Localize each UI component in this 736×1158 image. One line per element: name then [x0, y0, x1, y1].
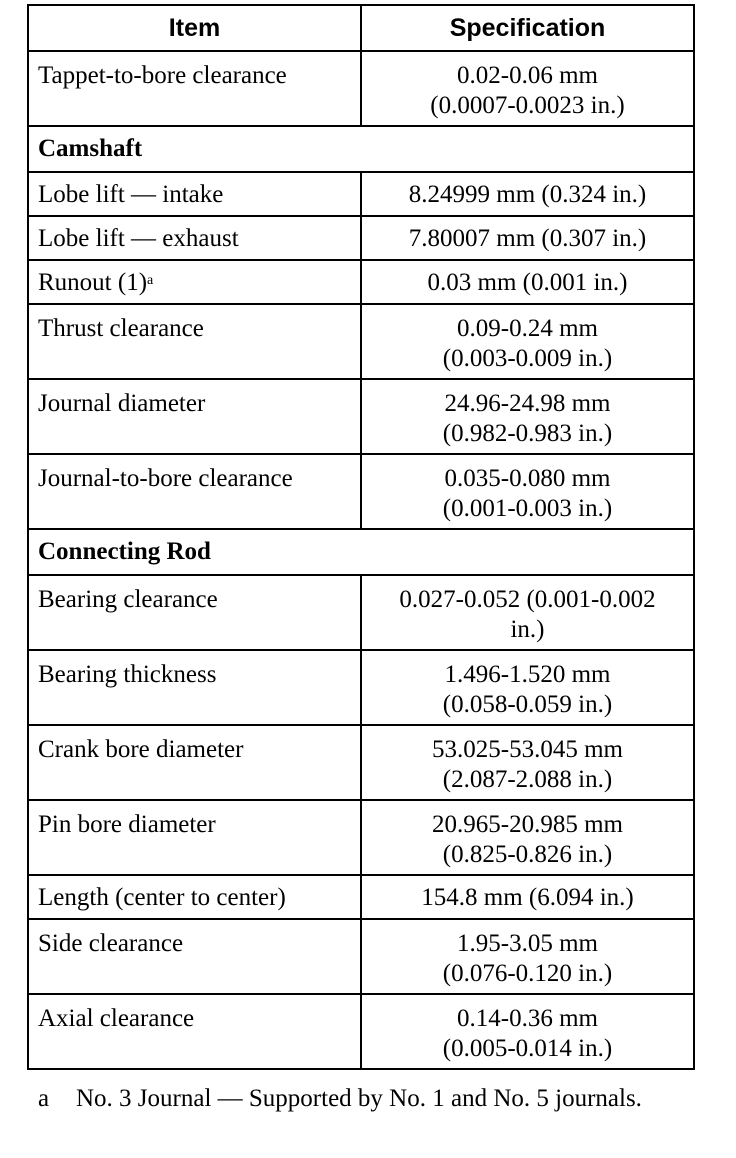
- table-row: [28, 454, 694, 529]
- table-row: [28, 51, 694, 126]
- table-row: [28, 800, 694, 875]
- item-label: Bearing thickness: [38, 661, 217, 688]
- spec-line: (0.825-0.826 in.): [442, 841, 613, 868]
- table-row: [28, 994, 694, 1069]
- table-body: [28, 51, 694, 1069]
- item-cell: [28, 216, 361, 260]
- spec-line: 154.8 mm (6.094 in.): [421, 884, 634, 911]
- footnote-mark: a: [38, 1085, 50, 1112]
- header-specification: Specification: [361, 5, 694, 51]
- item-cell: [28, 919, 361, 994]
- item-cell: [28, 800, 361, 875]
- item-label: Journal diameter: [38, 390, 206, 417]
- specification-cell: [361, 919, 694, 994]
- specification-cell: [361, 260, 694, 304]
- section-heading: Connecting Rod: [28, 529, 694, 575]
- specification-cell: [361, 216, 694, 260]
- spec-line: in.): [510, 616, 545, 643]
- item-cell: [28, 454, 361, 529]
- item-cell: [28, 575, 361, 650]
- table-row: [28, 875, 694, 919]
- section-row: [28, 529, 694, 575]
- item-label: Thrust clearance: [38, 315, 204, 342]
- specification-cell: [361, 454, 694, 529]
- table-row: [28, 650, 694, 725]
- spec-line: 24.96-24.98 mm: [444, 390, 611, 417]
- item-label: Axial clearance: [38, 1005, 195, 1032]
- footnote-reference[interactable]: a: [147, 273, 154, 288]
- spec-line: 7.80007 mm (0.307 in.): [408, 225, 647, 252]
- specification-cell: [361, 994, 694, 1069]
- table-row: [28, 919, 694, 994]
- item-cell: [28, 51, 361, 126]
- item-cell: [28, 379, 361, 454]
- item-label: Lobe lift — intake: [38, 181, 224, 208]
- spec-line: 20.965-20.985 mm: [432, 811, 623, 838]
- spec-line: 1.496-1.520 mm: [444, 661, 611, 688]
- item-label: Pin bore diameter: [38, 811, 216, 838]
- header-row: [28, 5, 694, 51]
- section-heading: Camshaft: [28, 126, 694, 172]
- item-cell: [28, 875, 361, 919]
- item-label: Length (center to center): [38, 884, 286, 911]
- specification-cell: [361, 379, 694, 454]
- section-row: [28, 126, 694, 172]
- specification-cell: [361, 875, 694, 919]
- spec-line: (0.003-0.009 in.): [442, 345, 613, 372]
- spec-line: 0.035-0.080 mm: [444, 465, 611, 492]
- spec-line: (2.087-2.088 in.): [442, 766, 613, 793]
- item-label: Runout (1): [38, 269, 148, 296]
- specification-cell: [361, 650, 694, 725]
- table-row: [28, 379, 694, 454]
- item-label: Journal-to-bore clearance: [38, 465, 293, 492]
- specification-cell: [361, 800, 694, 875]
- spec-line: (0.001-0.003 in.): [442, 495, 613, 522]
- spec-line: (0.076-0.120 in.): [442, 960, 613, 987]
- item-cell: [28, 725, 361, 800]
- item-cell: [28, 650, 361, 725]
- spec-line: 8.24999 mm (0.324 in.): [408, 181, 647, 208]
- spec-table: [27, 4, 695, 1070]
- table-row: [28, 260, 694, 304]
- table-row: [28, 575, 694, 650]
- item-cell: [28, 994, 361, 1069]
- specification-cell: [361, 172, 694, 216]
- spec-line: 0.14-0.36 mm: [457, 1005, 598, 1032]
- footnote-text: No. 3 Journal — Supported by No. 1 and No. 5 journals.: [76, 1085, 642, 1112]
- specification-cell: [361, 51, 694, 126]
- item-label: Crank bore diameter: [38, 736, 244, 763]
- header-item: Item: [28, 5, 361, 51]
- item-label: Bearing clearance: [38, 586, 218, 613]
- spec-line: (0.982-0.983 in.): [442, 420, 613, 447]
- specification-cell: [361, 304, 694, 379]
- item-label: Tappet-to-bore clearance: [38, 62, 287, 89]
- table-row: [28, 725, 694, 800]
- item-cell: [28, 260, 361, 304]
- spec-line: (0.058-0.059 in.): [442, 691, 613, 718]
- spec-line: (0.0007-0.0023 in.): [430, 92, 625, 119]
- spec-line: 0.03 mm (0.001 in.): [427, 269, 628, 296]
- spec-line: 1.95-3.05 mm: [457, 930, 598, 957]
- table-row: [28, 216, 694, 260]
- spec-line: 0.02-0.06 mm: [457, 62, 598, 89]
- spec-line: 0.09-0.24 mm: [457, 315, 598, 342]
- item-label: Side clearance: [38, 930, 184, 957]
- spec-line: 0.027-0.052 (0.001-0.002: [399, 586, 656, 613]
- item-cell: [28, 172, 361, 216]
- table-row: [28, 304, 694, 379]
- item-cell: [28, 304, 361, 379]
- specification-cell: [361, 725, 694, 800]
- spec-line: (0.005-0.014 in.): [442, 1035, 613, 1062]
- item-label: Lobe lift — exhaust: [38, 225, 239, 252]
- spec-line: 53.025-53.045 mm: [432, 736, 623, 763]
- table-row: [28, 172, 694, 216]
- specification-cell: [361, 575, 694, 650]
